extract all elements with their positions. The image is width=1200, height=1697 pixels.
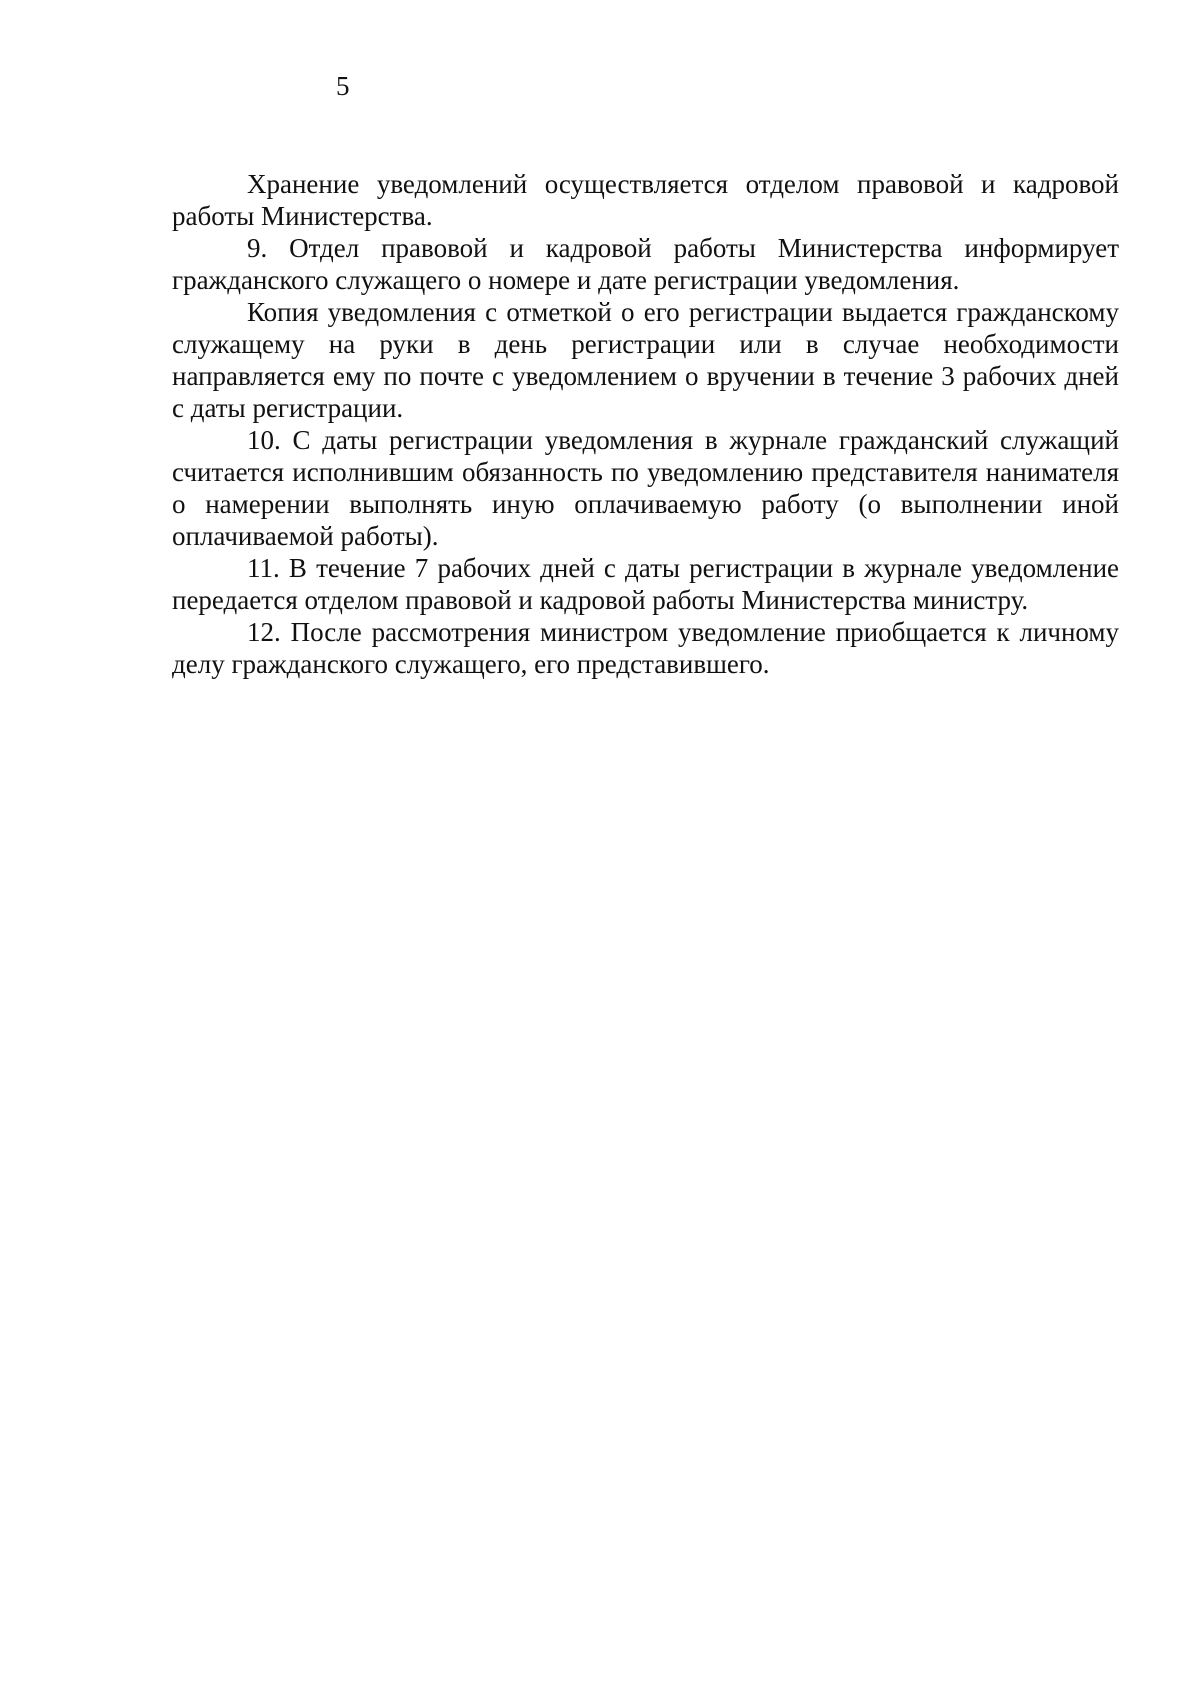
paragraph-storage: Хранение уведомлений осуществляется отделом правовой и кадровой работы Министерства. [172,169,1119,231]
paragraph-item-9: 9. Отдел правовой и кадровой работы Министерства информирует гражданского служащего о номере и дате регистрации уведомления. [172,233,1119,295]
document-body [172,168,1119,680]
paragraph-item-11: 11. В течение 7 рабочих дней с даты регистрации в журнале уведомление передается отделом правовой и кадровой работы Министерства министру. [172,553,1119,615]
paragraph-item-12: 12. После рассмотрения министром уведомление приобщается к личному делу гражданского служащего, его представившего. [172,617,1119,679]
paragraph-item-10: 10. С даты регистрации уведомления в журнале гражданский служащий считается исполнившим обязанность по уведомлению представителя нанимателя о намерении выполнять иную оплачиваемую работу (о выполнении иной оплачиваемой работы). [172,425,1119,551]
page-number: 5 [336,71,350,101]
paragraph-copy: Копия уведомления с отметкой о его регистрации выдается гражданскому служащему на руки в день регистрации или в случае необходимости направляется ему по почте с уведомлением о вручении в течение 3 рабочих дней с даты регистрации. [172,297,1119,423]
